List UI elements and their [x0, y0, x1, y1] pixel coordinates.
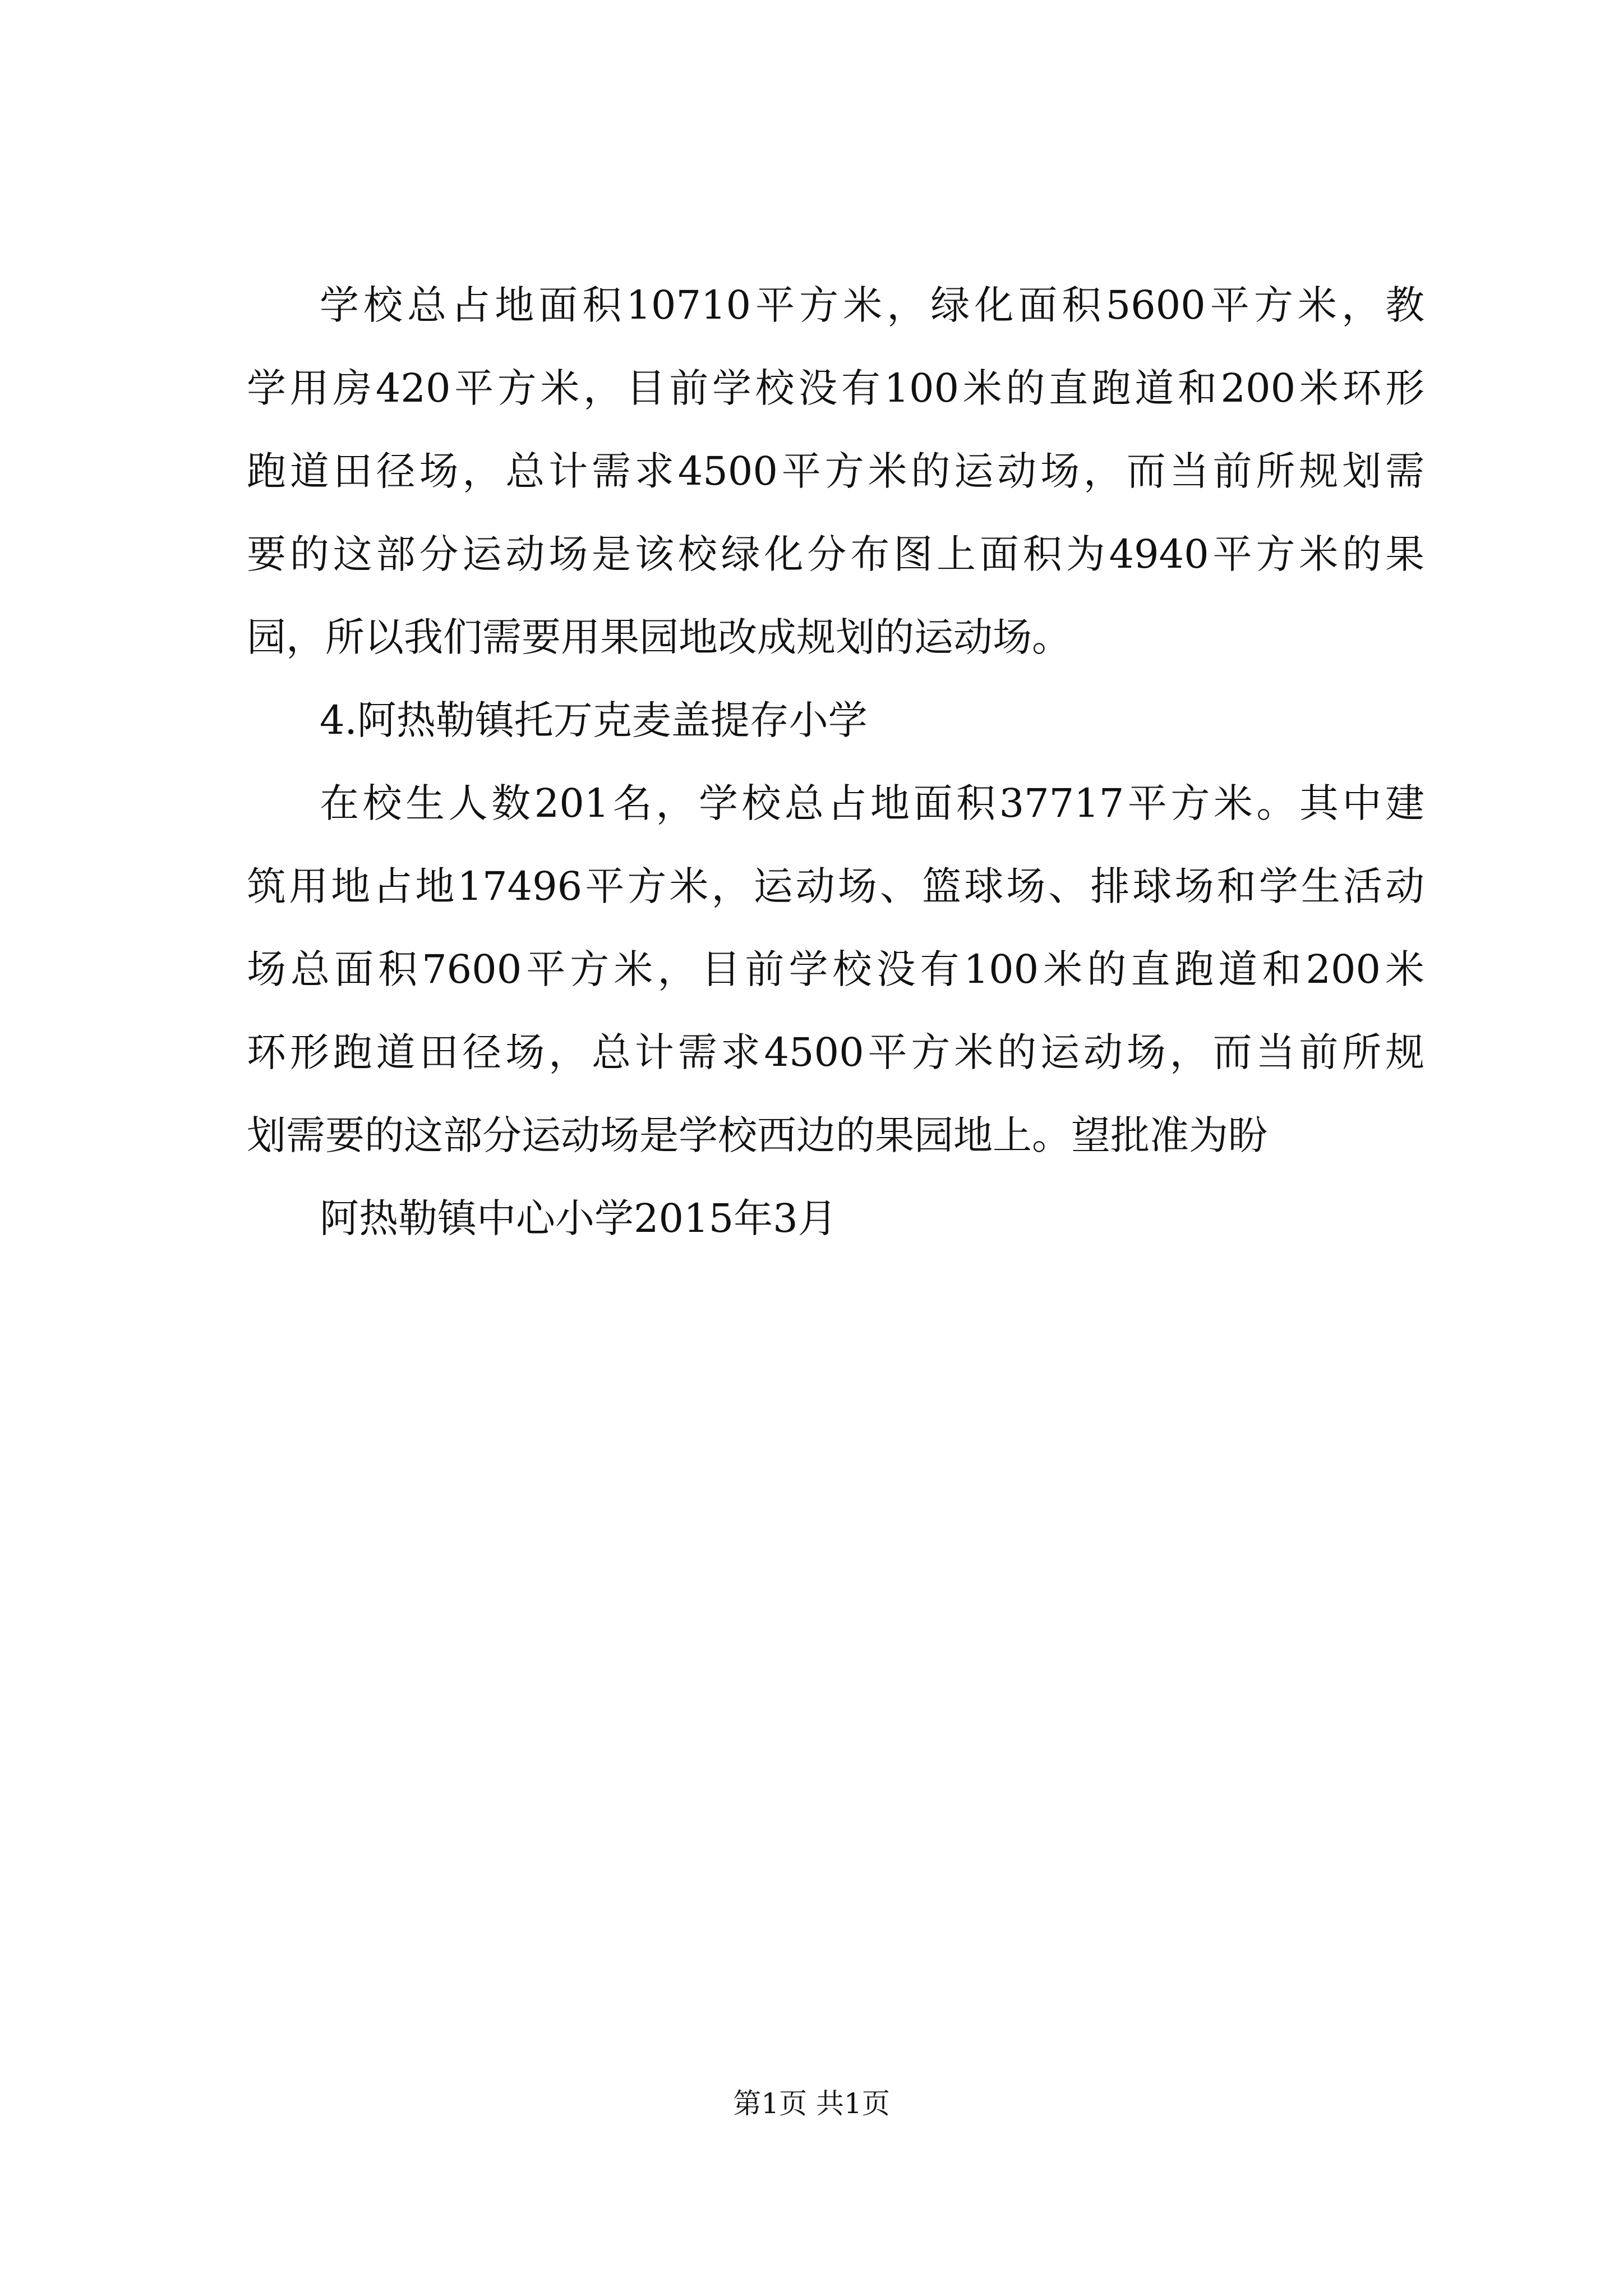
paragraph-2: [247, 762, 1424, 1177]
document-body: [247, 264, 1424, 1260]
section-heading: 4.阿热勒镇托万克麦盖提存小学: [320, 697, 868, 743]
paragraph-line: 划需要的这部分运动场是学校西边的果园地上。望批准为盼: [247, 1112, 1267, 1158]
signature-line: 阿热勒镇中心小学2015年3月: [320, 1195, 837, 1241]
page-number-footer: 第1页 共1页: [733, 2087, 890, 2120]
paragraph-line: 要的这部分运动场是该校绿化分布图上面积为4940平方米的果: [247, 531, 1424, 577]
paragraph-line: 学用房420平方米，目前学校没有100米的直跑道和200米环形: [247, 365, 1424, 411]
paragraph-line: 场总面积7600平方米，目前学校没有100米的直跑道和200米: [247, 946, 1424, 992]
paragraph-line: 在校生人数201名，学校总占地面积37717平方米。其中建: [320, 780, 1424, 826]
paragraph-line: 筑用地占地17496平方米，运动场、篮球场、排球场和学生活动: [247, 863, 1424, 909]
paragraph-line: 园，所以我们需要用果园地改成规划的运动场。: [247, 614, 1071, 660]
paragraph-line: 环形跑道田径场，总计需求4500平方米的运动场，而当前所规: [247, 1029, 1424, 1075]
paragraph-line: 学校总占地面积10710平方米，绿化面积5600平方米，教: [320, 282, 1424, 328]
paragraph-line: 跑道田径场，总计需求4500平方米的运动场，而当前所规划需: [247, 448, 1424, 494]
paragraph-1: [247, 264, 1424, 679]
